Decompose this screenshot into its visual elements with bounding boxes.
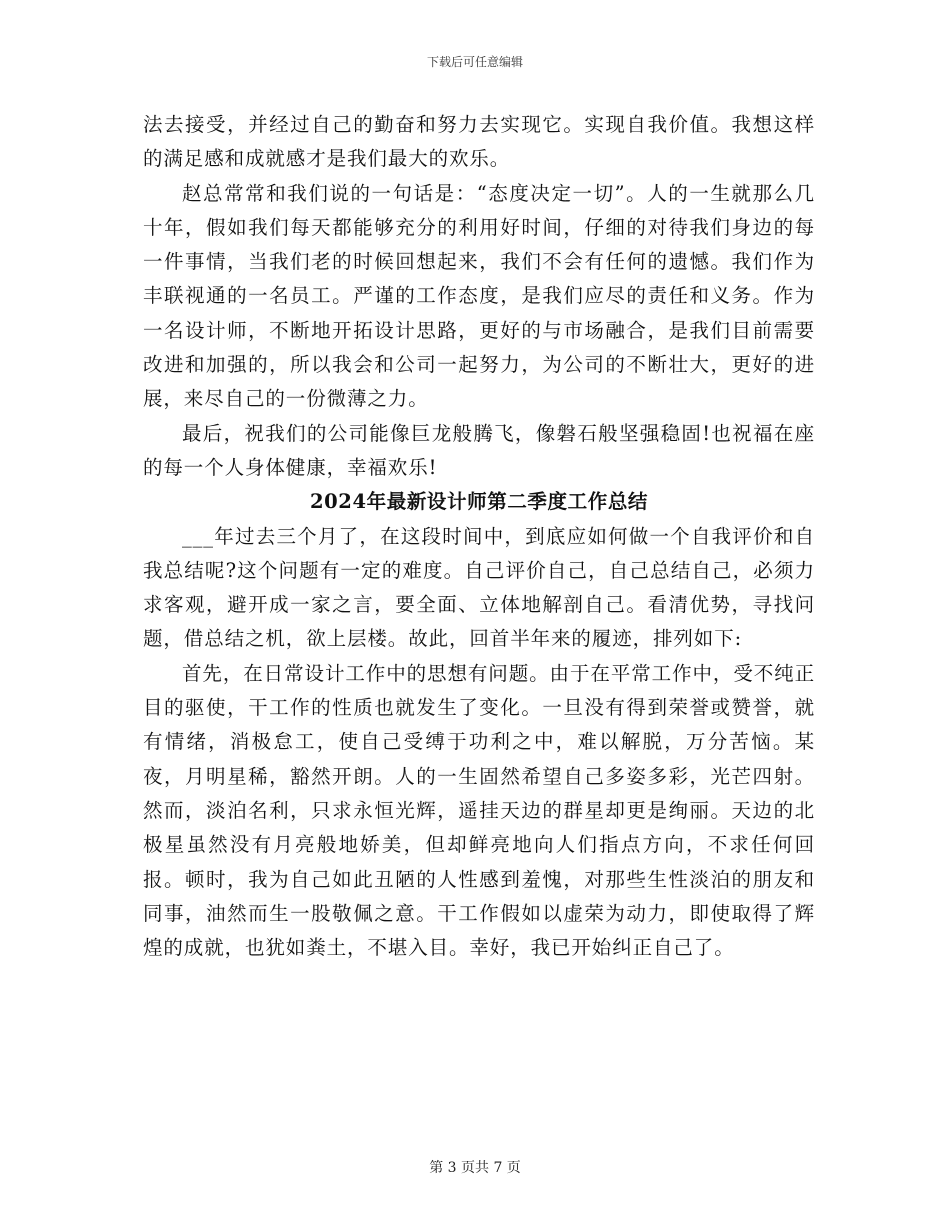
page-footer: 第 3 页共 7 页 bbox=[429, 1160, 521, 1176]
page-header: 下载后可任意编辑 bbox=[426, 55, 523, 69]
paragraph-intro: ___年过去三个月了，在这段时间中，到底应如何做一个自我评价和自我总结呢?这个问题有一定的难度。自己评价自己，自己总结自己，必须力求客观，避开成一家之言，要全面、立体地解剖自己。看清优势，寻找问题，借总结之机，欲上层楼。故此，回首半年来的履迹，排列如下: bbox=[143, 524, 815, 651]
document-body bbox=[143, 108, 815, 965]
paragraph-first-point: 首先，在日常设计工作中的思想有问题。由于在平常工作中，受不纯正目的驱使，干工作的性质也就发生了变化。一旦没有得到荣誉或赞誉，就有情绪，消极怠工，使自己受缚于功利之中，难以解脱，万分苦恼。某夜，月明星稀，豁然开朗。人的一生固然希望自己多姿多彩，光芒四射。然而，淡泊名利，只求永恒光辉，遥挂天边的群星却更是绚丽。天边的北极星虽然没有月亮般地娇美，但却鲜亮地向人们指点方向，不求任何回报。顿时，我为自己如此丑陋的人性感到羞愧，对那些生性淡泊的朋友和同事，油然而生一股敬佩之意。干工作假如以虚荣为动力，即使取得了辉煌的成就，也犹如粪土，不堪入目。幸好，我已开始纠正自己了。 bbox=[143, 661, 815, 960]
section-title: 2024年最新设计师第二季度工作总结 bbox=[309, 490, 649, 514]
paragraph-attitude: 赵总常常和我们说的一句话是：“态度决定一切”。人的一生就那么几十年，假如我们每天都能够充分的利用好时间，仔细的对待我们身边的每一件事情，当我们老的时候回想起来，我们不会有任何的遗憾。我们作为丰联视通的一名员工。严谨的工作态度，是我们应尽的责任和义务。作为一名设计师，不断地开拓设计思路，更好的与市场融合，是我们目前需要改进和加强的，所以我会和公司一起努力，为公司的不断壮大，更好的进展，来尽自己的一份微薄之力。 bbox=[143, 181, 815, 411]
paragraph-continuation: 法去接受，并经过自己的勤奋和努力去实现它。实现自我价值。我想这样的满足感和成就感才是我们最大的欢乐。 bbox=[143, 113, 815, 171]
paragraph-closing-wishes: 最后，祝我们的公司能像巨龙般腾飞，像磐石般坚强稳固!也祝福在座的每一个人身体健康，幸福欢乐! bbox=[143, 421, 815, 479]
